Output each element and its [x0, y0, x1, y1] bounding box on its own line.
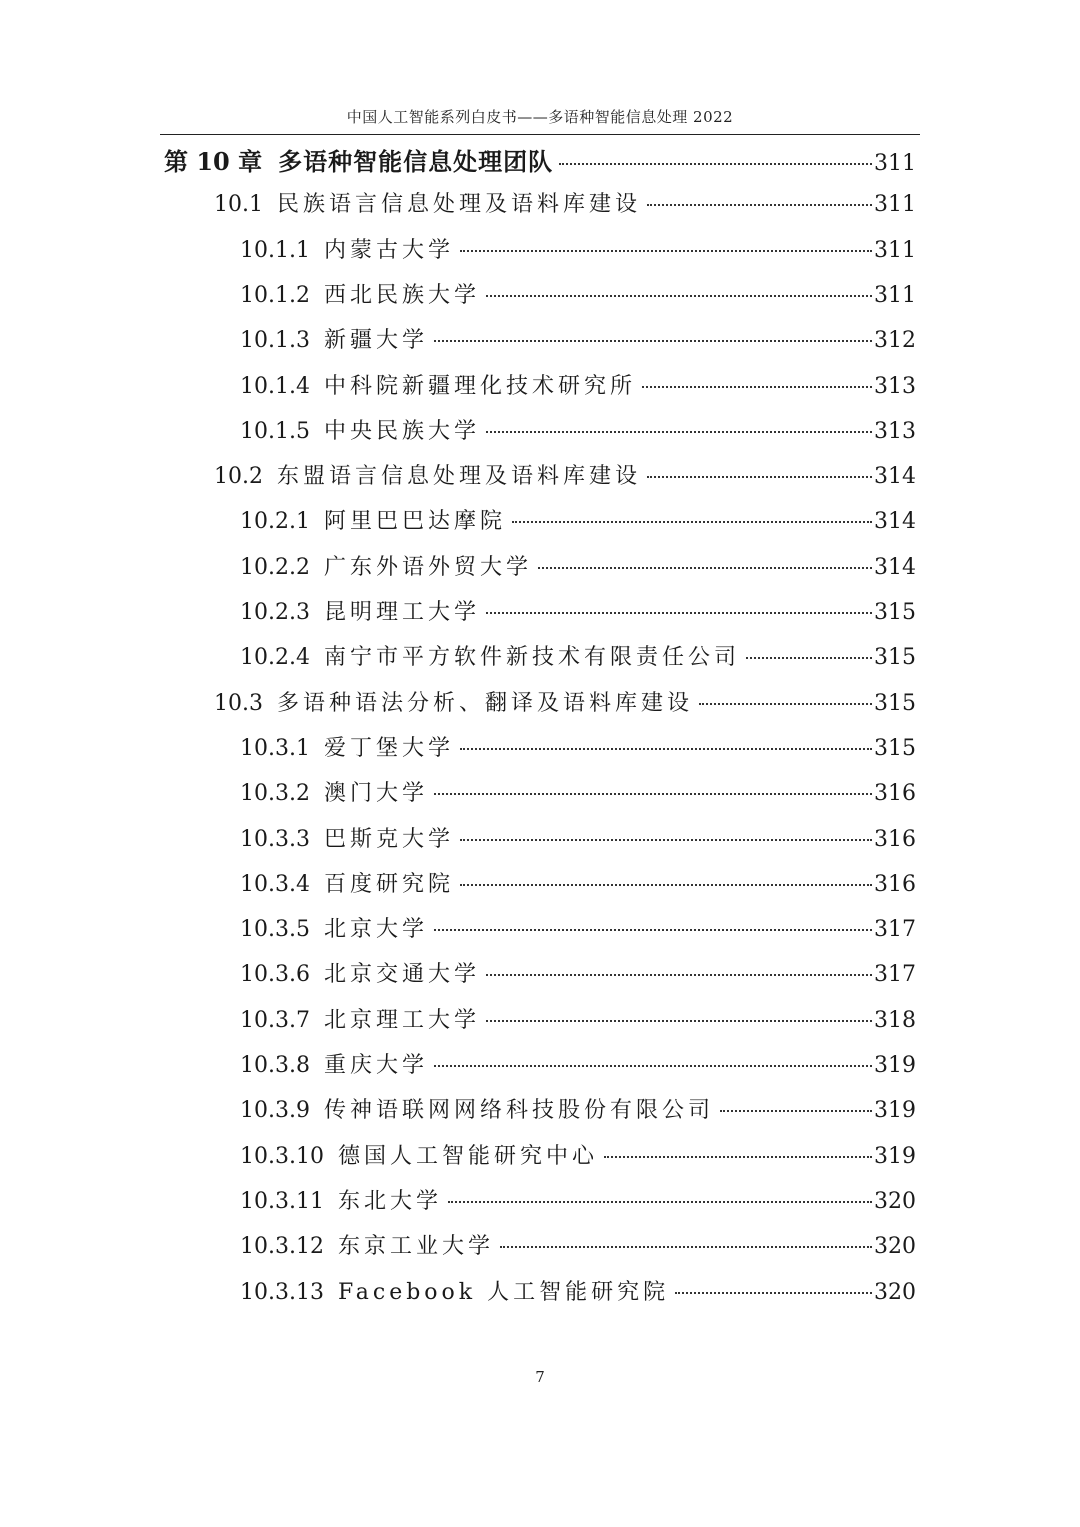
toc-entry-title: 德国人工智能研究中心 — [337, 1143, 598, 1169]
toc-entry[interactable] — [240, 867, 916, 907]
toc-entry-page: 319 — [874, 1053, 916, 1078]
toc-entry-title: 东盟语言信息处理及语料库建设 — [276, 464, 641, 490]
toc-entry-number: 10.3.2 — [240, 781, 310, 807]
toc-entry-page: 314 — [874, 509, 916, 535]
toc-entry-number: 10.1.5 — [240, 418, 310, 444]
toc-entry-page: 317 — [874, 917, 916, 943]
toc-entry-number: 10.3.11 — [240, 1188, 324, 1214]
toc-entry[interactable] — [240, 1229, 916, 1269]
toc-dot-leader — [448, 1201, 872, 1203]
toc-entry-page: 311 — [874, 192, 916, 218]
toc-entry[interactable] — [240, 640, 916, 680]
toc-entry-page: 315 — [874, 690, 916, 716]
header-rule — [160, 134, 920, 135]
toc-entry-title: 巴斯克大学 — [323, 826, 454, 852]
toc-entry-page: 315 — [874, 645, 916, 671]
toc-entry-page: 320 — [874, 1279, 916, 1305]
toc-entry-page: 311 — [874, 237, 916, 263]
toc-entry-page: 312 — [874, 328, 916, 354]
toc-entry-title: 多语种语法分析、翻译及语料库建设 — [276, 690, 693, 716]
toc-dot-leader — [460, 884, 872, 886]
toc-entry-number: 10.3 — [214, 690, 263, 716]
toc-entry-page: 318 — [874, 1007, 916, 1033]
toc-entry-title: 南宁市平方软件新技术有限责任公司 — [323, 645, 740, 671]
toc-dot-leader — [486, 431, 872, 433]
toc-dot-leader — [434, 340, 872, 342]
toc-dot-leader — [604, 1156, 872, 1158]
toc-entry[interactable] — [240, 1048, 916, 1088]
toc-entry-number: 10.2.4 — [240, 645, 310, 671]
toc-entry-title: 百度研究院 — [323, 871, 454, 897]
toc-entry[interactable] — [240, 278, 916, 318]
toc-dot-leader — [538, 567, 872, 569]
toc-dot-leader — [486, 1020, 872, 1022]
toc-entry[interactable] — [240, 1184, 916, 1224]
toc-entry-title: 北京交通大学 — [323, 962, 480, 988]
toc-entry-number: 10.3.4 — [240, 871, 310, 897]
toc-entry-page: 311 — [874, 282, 916, 308]
toc-dot-leader — [460, 839, 872, 841]
toc-entry-page: 313 — [874, 373, 916, 399]
toc-entry-number: 10.3.6 — [240, 962, 310, 988]
toc-entry-number: 10.1.3 — [240, 328, 310, 354]
toc-dot-leader — [642, 386, 872, 388]
toc-entry-page: 319 — [874, 1098, 916, 1124]
toc-entry[interactable] — [240, 912, 916, 952]
toc-entry-title: 阿里巴巴达摩院 — [323, 509, 506, 535]
toc-entry-title: 中央民族大学 — [323, 418, 480, 444]
toc-entry[interactable] — [214, 187, 916, 227]
toc-entry-title: 中科院新疆理化技术研究所 — [323, 373, 636, 399]
toc-entry-title: 新疆大学 — [323, 328, 428, 354]
toc-entry-number: 10.3.1 — [240, 735, 310, 761]
toc-entry[interactable] — [240, 731, 916, 771]
toc-dot-leader — [460, 748, 872, 750]
toc-entry-number: 10.2 — [214, 464, 263, 490]
toc-entry[interactable] — [240, 1139, 916, 1179]
toc-dot-leader — [647, 476, 872, 478]
toc-entry-page: 320 — [874, 1234, 916, 1260]
toc-dot-leader — [434, 793, 872, 795]
toc-dot-leader — [486, 295, 872, 297]
toc-entry-title: 爱丁堡大学 — [323, 735, 454, 761]
toc-entry[interactable] — [240, 550, 916, 590]
toc-dot-leader — [486, 612, 872, 614]
toc-entry-title: 民族语言信息处理及语料库建设 — [276, 192, 641, 218]
toc-entry-number: 10.3.7 — [240, 1007, 310, 1033]
toc-entry-number: 10.3.9 — [240, 1098, 310, 1124]
toc-entry-page: 311 — [874, 151, 916, 176]
toc-dot-leader — [699, 703, 872, 705]
running-header: 中国人工智能系列白皮书——多语种智能信息处理 2022 — [346, 108, 734, 126]
toc-entry[interactable] — [240, 233, 916, 273]
toc-entry[interactable] — [240, 369, 916, 409]
toc-entry-page: 316 — [874, 871, 916, 897]
toc-entry-title: 东北大学 — [337, 1188, 442, 1214]
toc-dot-leader — [559, 163, 872, 165]
toc-entry-number: 第 10 章 — [164, 147, 263, 176]
toc-entry-number: 10.1.4 — [240, 373, 310, 399]
toc-entry-title: 传神语联网网络科技股份有限公司 — [323, 1098, 714, 1124]
toc-dot-leader — [512, 521, 872, 523]
toc-entry[interactable] — [240, 414, 916, 454]
toc-entry-page: 319 — [874, 1143, 916, 1169]
toc-entry-number: 10.3.3 — [240, 826, 310, 852]
toc-entry[interactable] — [240, 1093, 916, 1133]
toc-entry-title: 北京理工大学 — [323, 1007, 480, 1033]
toc-entry[interactable] — [240, 776, 916, 816]
toc-entry[interactable] — [164, 142, 916, 182]
toc-entry-title: 广东外语外贸大学 — [323, 554, 532, 580]
toc-entry-number: 10.3.10 — [240, 1143, 324, 1169]
toc-entry-title: 北京大学 — [323, 917, 428, 943]
toc-entry[interactable] — [240, 822, 916, 862]
toc-entry-page: 316 — [874, 826, 916, 852]
toc-entry-number: 10.3.12 — [240, 1234, 324, 1260]
toc-entry[interactable] — [214, 686, 916, 726]
toc-entry[interactable] — [240, 1003, 916, 1043]
toc-entry-page: 315 — [874, 735, 916, 761]
toc-entry-page: 320 — [874, 1188, 916, 1214]
toc-entry-title: Facebook 人工智能研究院 — [337, 1279, 670, 1305]
toc-entry-page: 315 — [874, 600, 916, 625]
toc-dot-leader — [746, 657, 872, 659]
toc-entry-title: 西北民族大学 — [323, 282, 480, 308]
toc-entry-number: 10.3.8 — [240, 1053, 310, 1078]
toc-entry[interactable] — [240, 1275, 916, 1315]
toc-entry-title: 内蒙古大学 — [323, 237, 454, 263]
toc-dot-leader — [434, 929, 872, 931]
toc-dot-leader — [434, 1065, 872, 1067]
toc-dot-leader — [460, 250, 872, 252]
toc-entry[interactable] — [240, 957, 916, 997]
toc-entry-number: 10.3.5 — [240, 917, 310, 943]
toc-entry-title: 澳门大学 — [323, 781, 428, 807]
toc-entry-number: 10.2.1 — [240, 509, 310, 535]
toc-entry-title: 昆明理工大学 — [323, 600, 480, 625]
toc-entry-number: 10.1 — [214, 192, 263, 218]
page-number: 7 — [535, 1368, 545, 1386]
toc-entry-title: 东京工业大学 — [337, 1234, 494, 1260]
toc-dot-leader — [675, 1292, 872, 1294]
toc-entry-title: 多语种智能信息处理团队 — [278, 147, 554, 176]
toc-entry[interactable] — [214, 459, 916, 499]
toc-dot-leader — [486, 974, 872, 976]
toc-entry-page: 316 — [874, 781, 916, 807]
toc-entry[interactable] — [240, 504, 916, 544]
toc-entry-page: 313 — [874, 418, 916, 444]
toc-entry[interactable] — [240, 323, 916, 363]
toc-entry-page: 317 — [874, 962, 916, 988]
toc-dot-leader — [720, 1110, 872, 1112]
toc-entry-title: 重庆大学 — [323, 1053, 428, 1078]
toc-entry-number: 10.1.2 — [240, 282, 310, 308]
toc-entry-number: 10.2.2 — [240, 554, 310, 580]
toc-entry-number: 10.1.1 — [240, 237, 310, 263]
toc-entry[interactable] — [240, 595, 916, 635]
toc-entry-page: 314 — [874, 464, 916, 490]
toc-entry-number: 10.2.3 — [240, 600, 310, 625]
toc-entry-number: 10.3.13 — [240, 1279, 324, 1305]
toc-dot-leader — [500, 1246, 872, 1248]
toc-entry-page: 314 — [874, 554, 916, 580]
toc-dot-leader — [647, 204, 872, 206]
